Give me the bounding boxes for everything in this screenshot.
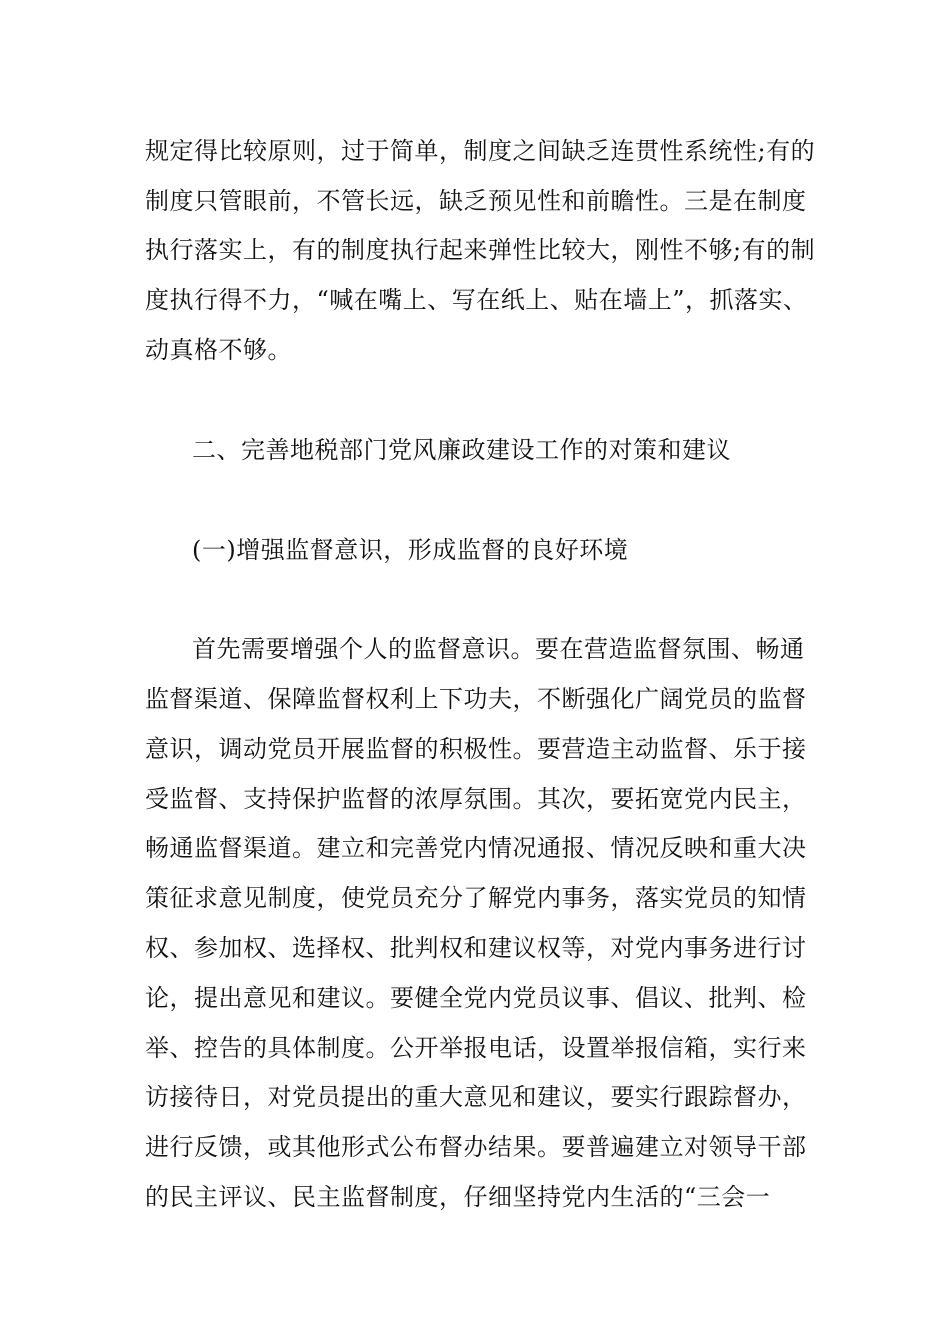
paragraph-line: 度执行得不力，“喊在嘴上、写在纸上、贴在墙上”，抓落实、 xyxy=(145,286,808,314)
paragraph-line: 进行反馈，或其他形式公布督办结果。要普遍建立对领导干部 xyxy=(145,1133,807,1161)
paragraph-line: 论，提出意见和建议。要健全党内党员议事、倡议、批判、检 xyxy=(145,984,807,1012)
paragraph-line: 的民主评议、民主监督制度，仔细坚持党内生活的“三会一 xyxy=(145,1183,771,1211)
paragraph-line: 策征求意见制度，使党员充分了解党内事务，落实党员的知情 xyxy=(145,884,807,912)
paragraph-line: 制度只管眼前，不管长远，缺乏预见性和前瞻性。三是在制度 xyxy=(145,187,807,215)
section-heading: 二、完善地税部门党风廉政建设工作的对策和建议 xyxy=(192,436,731,464)
paragraph-line: 访接待日，对党员提出的重大意见和建议，要实行跟踪督办， xyxy=(145,1083,807,1111)
paragraph-line: 执行落实上，有的制度执行起来弹性比较大，刚性不够;有的制 xyxy=(145,236,816,264)
paragraph-line: 受监督、支持保护监督的浓厚氛围。其次，要拓宽党内民主， xyxy=(145,785,807,813)
paragraph-line: 动真格不够。 xyxy=(145,336,292,364)
paragraph-line: 举、控告的具体制度。公开举报电话，设置举报信箱，实行来 xyxy=(145,1034,807,1062)
paragraph-line: 意识，调动党员开展监督的积极性。要营造主动监督、乐于接 xyxy=(145,735,807,763)
paragraph-line: 监督渠道、保障监督权利上下功夫，不断强化广阔党员的监督 xyxy=(145,685,807,713)
subsection-heading: (一)增强监督意识，形成监督的良好环境 xyxy=(192,536,629,564)
paragraph-line: 规定得比较原则，过于简单，制度之间缺乏连贯性系统性;有的 xyxy=(145,137,816,165)
paragraph-line: 权、参加权、选择权、批判权和建议权等，对党内事务进行讨 xyxy=(145,934,807,962)
paragraph-line: 首先需要增强个人的监督意识。要在营造监督氛围、畅通 xyxy=(192,635,805,663)
paragraph-line: 畅通监督渠道。建立和完善党内情况通报、情况反映和重大决 xyxy=(145,834,807,862)
